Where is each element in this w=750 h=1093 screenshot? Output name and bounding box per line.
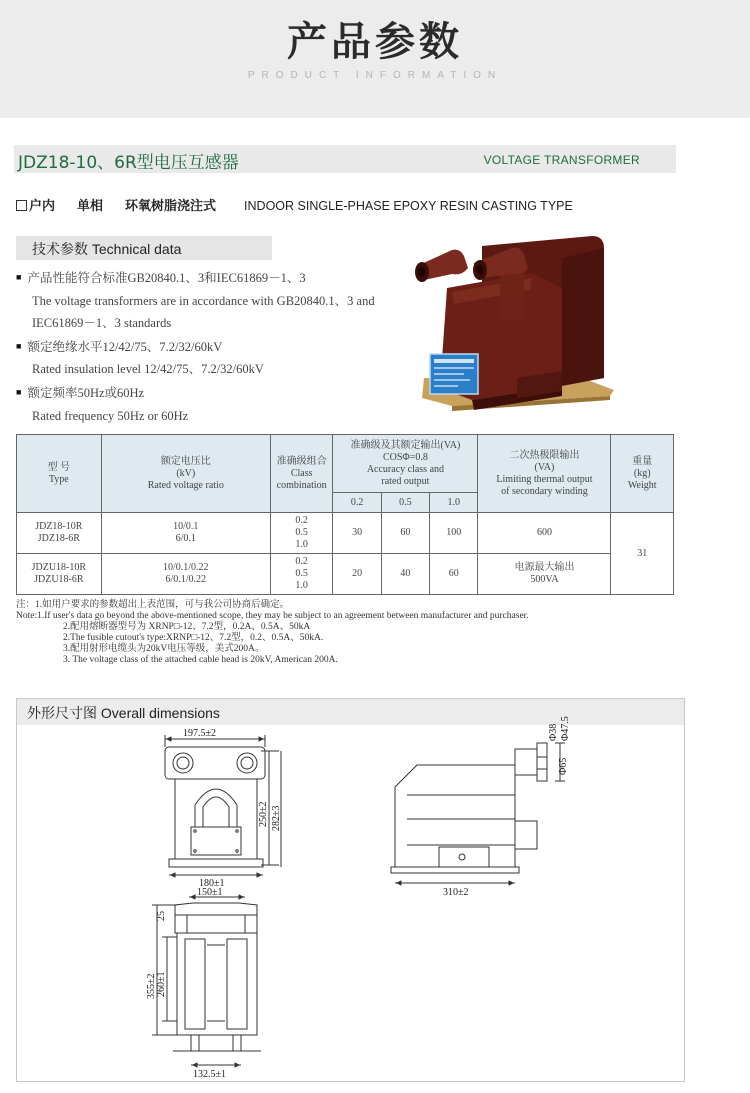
front-height-1: 250±2 <box>258 801 269 827</box>
type-item-indoor: 户内 <box>29 199 56 214</box>
cell-output-05: 40 <box>381 554 429 595</box>
feature-standard-en: The voltage transformers are in accordance with GB20840.1、3 and IEC61869－1、3 standards <box>32 293 375 331</box>
side-diameter-1: Φ38 <box>548 723 559 741</box>
note-2-cn: 2.配用熔断器型号为 XRNP□-12、7.2型，0.2A、0.5A、50kA <box>63 622 311 632</box>
cell-thermal: 电源最大输出 500VA <box>478 554 611 595</box>
technical-data-bar <box>16 236 272 260</box>
cell-type: JDZ18-10R JDZ18-6R <box>17 513 102 554</box>
table-header-row <box>17 435 674 493</box>
cell-class: 0.2 0.5 1.0 <box>270 513 332 554</box>
dimension-drawing <box>17 699 684 1081</box>
col-accuracy-02: 0.2 <box>333 493 381 513</box>
feature-list <box>16 266 386 427</box>
front-width-top: 197.5±2 <box>183 728 216 739</box>
front-height-2: 282±3 <box>271 805 282 831</box>
note-2-en: 2.The fusible cutout's type:XRNP□-12、7.2型，0.2、0.5A、50kA. <box>63 633 324 643</box>
front-width-base: 180±1 <box>199 878 225 889</box>
bottom-height-top: 25 <box>156 911 167 921</box>
col-thermal: 二次热极限输出 (VA) Limiting thermal output of secondary winding <box>478 435 611 513</box>
model-title-en: VOLTAGE TRANSFORMER <box>483 153 640 167</box>
side-diameter-3: Φ65 <box>558 757 569 775</box>
side-diameter-2: Φ47.5 <box>560 716 571 741</box>
cell-class: 0.2 0.5 1.0 <box>270 554 332 595</box>
type-item-epoxy: 环氧树脂浇注式 <box>125 199 217 214</box>
note-3-en: 3. The voltage class of the attached cable head is 20kV, American 200A. <box>63 655 338 665</box>
cell-output-02: 20 <box>333 554 381 595</box>
type-item-single-phase: 单相 <box>77 199 104 214</box>
front-view-drawing <box>165 728 282 889</box>
cell-output-10: 100 <box>430 513 478 554</box>
note-1-en: Note:1.If user's data go beyond the above-mentioned scope, they may be subject to an agreement between manufacturer and purchaser. <box>16 611 529 621</box>
col-accuracy-05: 0.5 <box>381 493 429 513</box>
page-subtitle: PRODUCT INFORMATION <box>247 70 503 81</box>
col-accuracy: 准确级及其额定输出(VA) COSΦ=0.8 Accuracy class and rated output <box>333 435 478 493</box>
type-line-en: INDOOR SINGLE-PHASE EPOXY RESIN CASTING TYPE <box>244 199 573 213</box>
dimensions-title: 外形尺寸图 Overall dimensions <box>27 705 220 721</box>
bottom-height-1: 355±2 <box>146 973 157 999</box>
bottom-width-top: 150±1 <box>197 887 223 898</box>
page-header <box>0 0 750 118</box>
feature-insulation-en: Rated insulation level 12/42/75、7.2/32/60kV <box>32 362 264 377</box>
feature-frequency-cn: ■ 额定频率50Hz或60Hz <box>16 381 386 405</box>
table-row <box>17 513 674 554</box>
cell-ratio: 10/0.1 6/0.1 <box>101 513 270 554</box>
model-title-bar <box>14 145 676 173</box>
page-title: 产品参数 <box>287 19 463 65</box>
table-row <box>17 554 674 595</box>
cell-ratio: 10/0.1/0.22 6/0.1/0.22 <box>101 554 270 595</box>
bottom-view-drawing <box>146 887 261 1080</box>
col-ratio: 额定电压比 (kV) Rated voltage ratio <box>101 435 270 513</box>
col-weight: 重量 (kg) Weight <box>611 435 674 513</box>
cell-output-05: 60 <box>381 513 429 554</box>
cell-output-02: 30 <box>333 513 381 554</box>
cell-weight: 31 <box>611 513 674 595</box>
col-accuracy-10: 1.0 <box>430 493 478 513</box>
type-line <box>16 195 573 214</box>
feature-frequency-en: Rated frequency 50Hz or 60Hz <box>32 408 189 423</box>
cell-type: JDZU18-10R JDZU18-6R <box>17 554 102 595</box>
bottom-height-2: 260±1 <box>156 971 167 997</box>
product-photo-icon <box>412 228 617 423</box>
bottom-width-bottom: 132.5±1 <box>193 1069 226 1080</box>
dimensions-panel <box>16 698 685 1082</box>
model-title-cn: JDZ18-10、6R型电压互感器 <box>18 153 239 173</box>
side-width: 310±2 <box>443 887 469 898</box>
feature-insulation-cn: ■ 额定绝缘水平12/42/75、7.2/32/60kV <box>16 335 386 359</box>
col-type: 型 号 Type <box>17 435 102 513</box>
cell-output-10: 60 <box>430 554 478 595</box>
note-1-cn: 注：1.如用户要求的参数超出上表范围，可与我公司协商后确定。 <box>16 600 290 610</box>
side-view-drawing <box>391 716 571 898</box>
col-class: 准确级组合 Class combination <box>270 435 332 513</box>
technical-data-title: 技术参数 Technical data <box>32 241 182 257</box>
note-3-cn: 3.配用射形电缆头为20kV电压等级，美式200A。 <box>63 644 265 654</box>
feature-standard-cn: ■ 产品性能符合标准GB20840.1、3和IEC61869－1、3 <box>16 266 386 290</box>
spec-table <box>16 434 674 595</box>
checkbox-icon <box>16 200 27 211</box>
cell-thermal: 600 <box>478 513 611 554</box>
notes <box>16 600 678 666</box>
